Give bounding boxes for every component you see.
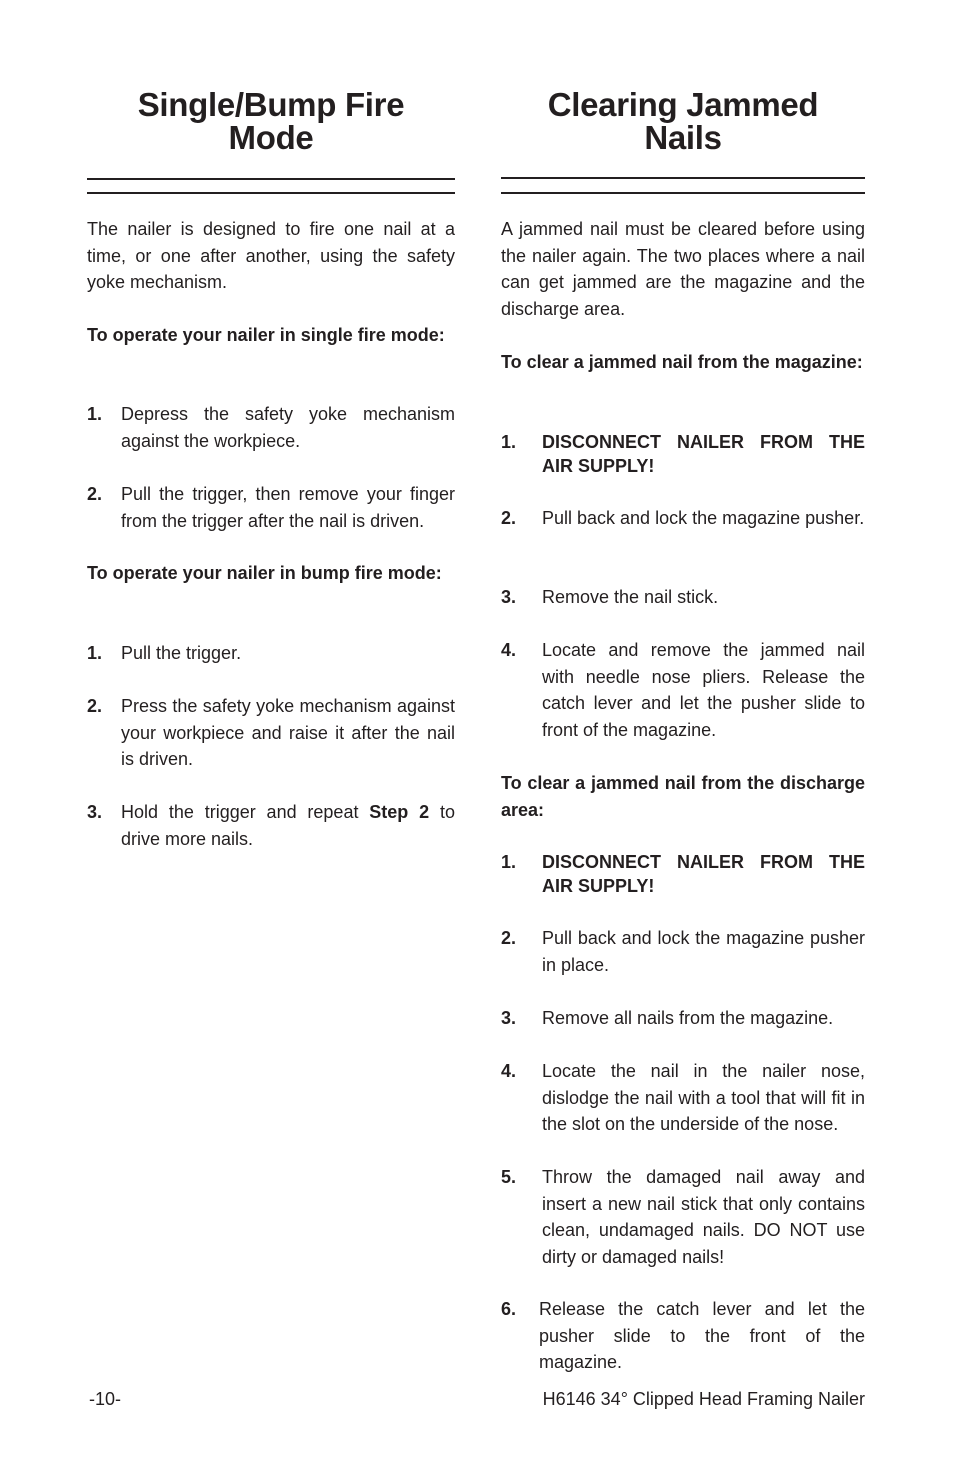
step-text: Pull back and lock the magazine pusher in place. [542, 928, 865, 975]
step-text: Locate and remove the jammed nail with needle nose pliers. Release the catch lever and let the pusher slide to front of the magazine. [542, 640, 865, 740]
step-number: 2. [87, 484, 103, 504]
product-name: H6146 34° Clipped Head Framing Nailer [542, 1389, 865, 1409]
step-text: Locate the nail in the nailer nose, dislodge the nail with a tool that will fit in the slot on the underside of the nose. [542, 1061, 865, 1134]
bump-step-2 [87, 693, 455, 773]
section-title-clearing-jammed [501, 88, 865, 154]
title-rule-bottom [87, 192, 455, 194]
magazine-step-2 [501, 505, 865, 532]
step-text: Pull the trigger, then remove your finger from the trigger after the nail is driven. [121, 484, 455, 531]
warning-text: DISCONNECT NAILER FROM THE AIR SUPPLY! [542, 852, 865, 896]
intro-paragraph: A jammed nail must be cleared before using the nailer again. The two places where a nail can get jammed are the magazine and the discharge area. [501, 219, 865, 319]
title-line-2: Mode [228, 119, 314, 156]
magazine-step-4 [501, 637, 865, 743]
step-number: 2. [87, 696, 103, 716]
step-text: Pull the trigger. [121, 643, 242, 663]
step-text: Depress the safety yoke mechanism against the workpiece. [121, 404, 455, 451]
discharge-step-5 [501, 1164, 865, 1270]
discharge-step-6 [501, 1296, 865, 1376]
step-number: 1. [87, 404, 103, 424]
step-number: 1. [87, 643, 103, 663]
step-text-part: to drive more nails. [121, 802, 455, 849]
single-step-1 [87, 401, 455, 454]
discharge-step-4 [501, 1058, 865, 1138]
page-number: -10- [89, 1389, 122, 1409]
intro-paragraph: The nailer is designed to fire one nail at a time, or one after another, using the safety yoke mechanism. [87, 219, 455, 292]
step-number: 3. [501, 1008, 517, 1028]
title-rule-top [87, 178, 455, 180]
magazine-step-3 [501, 584, 865, 611]
step-number: 6. [501, 1299, 517, 1319]
bump-fire-heading: To operate your nailer in bump fire mode: [87, 563, 442, 583]
step-number: 2. [501, 928, 517, 948]
title-rule-bottom [501, 192, 865, 194]
title-line-1: Clearing Jammed [547, 86, 819, 123]
step-text: Remove all nails from the magazine. [542, 1008, 834, 1028]
step-text [121, 799, 455, 852]
bump-step-3 [87, 799, 455, 852]
discharge-step-2 [501, 925, 865, 978]
discharge-heading: To clear a jammed nail from the discharge area: [501, 773, 865, 820]
step-number: 4. [501, 1061, 517, 1081]
discharge-step-3 [501, 1005, 865, 1032]
single-fire-heading: To operate your nailer in single fire mode: [87, 325, 445, 345]
step-number: 1. [501, 852, 517, 872]
step-text: Press the safety yoke mechanism against your workpiece and raise it after the nail is driven. [121, 696, 455, 769]
title-line-2: Nails [644, 119, 722, 156]
warning-text: DISCONNECT NAILER FROM THE AIR SUPPLY! [542, 432, 865, 476]
step-text: Pull back and lock the magazine pusher. [542, 508, 865, 528]
step-text: Throw the damaged nail away and insert a new nail stick that only contains clean, undamaged nails. DO NOT use dirty or damaged nails! [542, 1167, 865, 1267]
discharge-step-1 [501, 850, 865, 898]
step-text: Remove the nail stick. [542, 587, 719, 607]
magazine-heading: To clear a jammed nail from the magazine: [501, 352, 863, 372]
step-number: 1. [501, 432, 517, 452]
title-line-1: Single/Bump Fire [137, 86, 405, 123]
step-number: 5. [501, 1167, 517, 1187]
title-rule-top [501, 177, 865, 179]
step-reference: Step 2 [369, 802, 430, 822]
step-number: 3. [87, 802, 103, 822]
section-title-single-bump [87, 88, 455, 154]
step-text: Release the catch lever and let the pusher slide to the front of the magazine. [539, 1299, 865, 1372]
step-text-part: Hold the trigger and repeat [121, 802, 370, 822]
step-number: 2. [501, 508, 517, 528]
step-number: 3. [501, 587, 517, 607]
bump-step-1 [87, 640, 455, 667]
magazine-step-1 [501, 430, 865, 478]
step-number: 4. [501, 640, 517, 660]
single-step-2 [87, 481, 455, 534]
